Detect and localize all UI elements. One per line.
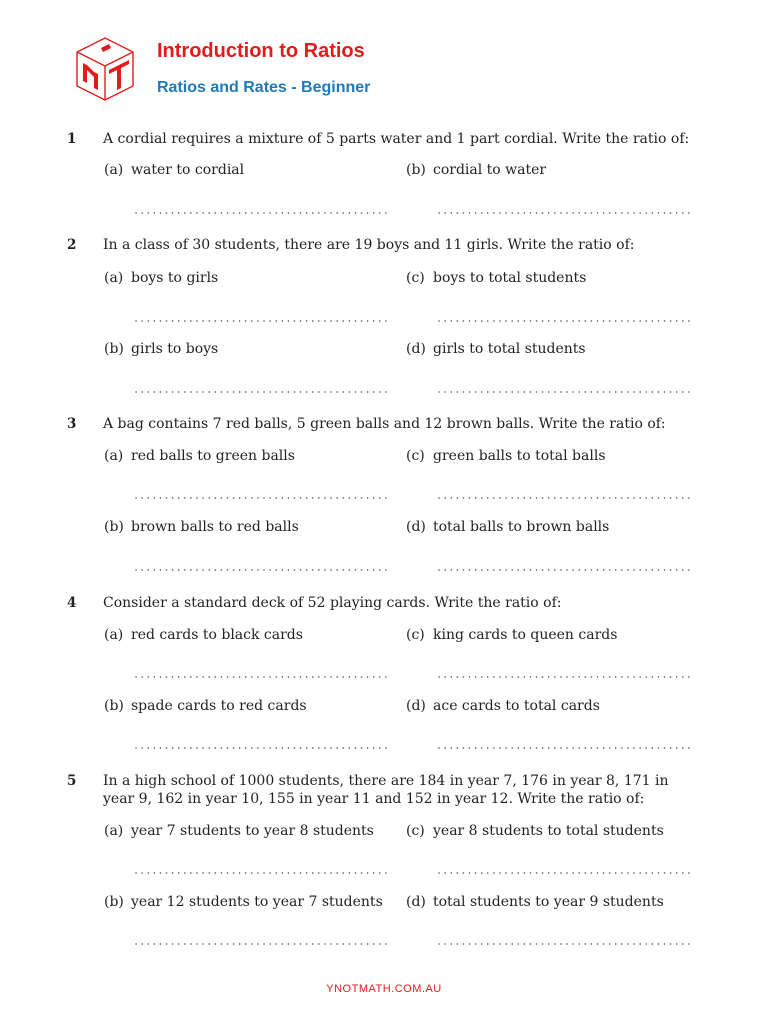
question-part xyxy=(104,627,303,643)
part-text: cordial to water xyxy=(433,162,547,178)
question-part xyxy=(104,823,374,839)
part-label: (d) xyxy=(406,341,426,357)
question-text: In a high school of 1000 students, there are 184 in year 7, 176 in year 8, 171 in year 9, 162 in year 10, 155 in year 11 and 152 in year 12. Write the ratio of: xyxy=(103,773,669,807)
question-part xyxy=(104,894,383,910)
question-text: Consider a standard deck of 52 playing cards. Write the ratio of: xyxy=(103,595,562,611)
answer-line[interactable] xyxy=(133,943,391,945)
part-text: red cards to black cards xyxy=(131,627,303,643)
part-label: (a) xyxy=(104,448,124,464)
question-number: 5 xyxy=(67,773,77,789)
question-part xyxy=(104,448,295,464)
answer-line[interactable] xyxy=(133,676,391,678)
answer-line[interactable] xyxy=(133,872,391,874)
question-part xyxy=(406,341,586,357)
question-part xyxy=(406,448,606,464)
part-label: (a) xyxy=(104,270,124,286)
answer-line[interactable] xyxy=(133,320,391,322)
part-label: (a) xyxy=(104,627,124,643)
part-text: boys to girls xyxy=(131,270,219,286)
part-text: green balls to total balls xyxy=(433,448,606,464)
part-label: (a) xyxy=(104,823,124,839)
answer-line[interactable] xyxy=(436,676,694,678)
answer-line[interactable] xyxy=(133,391,391,393)
question-text: A cordial requires a mixture of 5 parts water and 1 part cordial. Write the ratio of: xyxy=(103,131,690,147)
answer-line[interactable] xyxy=(436,747,694,749)
part-text: king cards to queen cards xyxy=(433,627,618,643)
answer-line[interactable] xyxy=(436,569,694,571)
question-number: 1 xyxy=(67,131,77,147)
part-label: (b) xyxy=(406,162,426,178)
answer-line[interactable] xyxy=(133,569,391,571)
answer-line[interactable] xyxy=(436,497,694,499)
question-part xyxy=(104,698,307,714)
question-part xyxy=(406,698,600,714)
question-part xyxy=(406,823,664,839)
part-label: (b) xyxy=(104,519,124,535)
part-label: (d) xyxy=(406,698,426,714)
answer-line[interactable] xyxy=(436,391,694,393)
question-text: In a class of 30 students, there are 19 boys and 11 girls. Write the ratio of: xyxy=(103,237,635,253)
question-part xyxy=(104,162,244,178)
part-text: brown balls to red balls xyxy=(131,519,299,535)
part-text: girls to total students xyxy=(433,341,586,357)
part-text: spade cards to red cards xyxy=(131,698,307,714)
part-text: girls to boys xyxy=(131,341,219,357)
part-label: (c) xyxy=(406,823,425,839)
answer-line[interactable] xyxy=(436,872,694,874)
part-text: total students to year 9 students xyxy=(433,894,664,910)
question-number: 2 xyxy=(67,237,77,253)
question-part xyxy=(104,270,218,286)
answer-line[interactable] xyxy=(436,212,694,214)
question-part xyxy=(104,519,299,535)
part-label: (c) xyxy=(406,627,425,643)
answer-line[interactable] xyxy=(133,212,391,214)
part-label: (b) xyxy=(104,341,124,357)
part-label: (a) xyxy=(104,162,124,178)
answer-line[interactable] xyxy=(436,943,694,945)
question-part xyxy=(406,627,617,643)
part-label: (b) xyxy=(104,698,124,714)
part-label: (c) xyxy=(406,270,425,286)
question-part xyxy=(406,270,586,286)
answer-line[interactable] xyxy=(133,747,391,749)
answer-line[interactable] xyxy=(436,320,694,322)
question-part xyxy=(104,341,218,357)
part-label: (d) xyxy=(406,894,426,910)
part-text: total balls to brown balls xyxy=(433,519,610,535)
part-text: year 12 students to year 7 students xyxy=(131,894,383,910)
part-text: ace cards to total cards xyxy=(433,698,600,714)
part-text: red balls to green balls xyxy=(131,448,295,464)
part-label: (d) xyxy=(406,519,426,535)
question-part xyxy=(406,519,609,535)
ynot-math-logo-icon xyxy=(74,36,136,102)
part-text: boys to total students xyxy=(433,270,587,286)
question-text: A bag contains 7 red balls, 5 green balls and 12 brown balls. Write the ratio of: xyxy=(103,416,666,432)
part-label: (c) xyxy=(406,448,425,464)
footer-website-link[interactable]: YNOTMATH.COM.AU xyxy=(326,983,442,995)
question-part xyxy=(406,894,664,910)
question-number: 4 xyxy=(67,595,77,611)
part-label: (b) xyxy=(104,894,124,910)
page-title: Introduction to Ratios xyxy=(157,40,365,62)
answer-line[interactable] xyxy=(133,497,391,499)
question-part xyxy=(406,162,546,178)
question-number: 3 xyxy=(67,416,77,432)
page-subtitle: Ratios and Rates - Beginner xyxy=(157,79,371,96)
part-text: year 8 students to total students xyxy=(433,823,664,839)
part-text: year 7 students to year 8 students xyxy=(131,823,374,839)
part-text: water to cordial xyxy=(131,162,245,178)
